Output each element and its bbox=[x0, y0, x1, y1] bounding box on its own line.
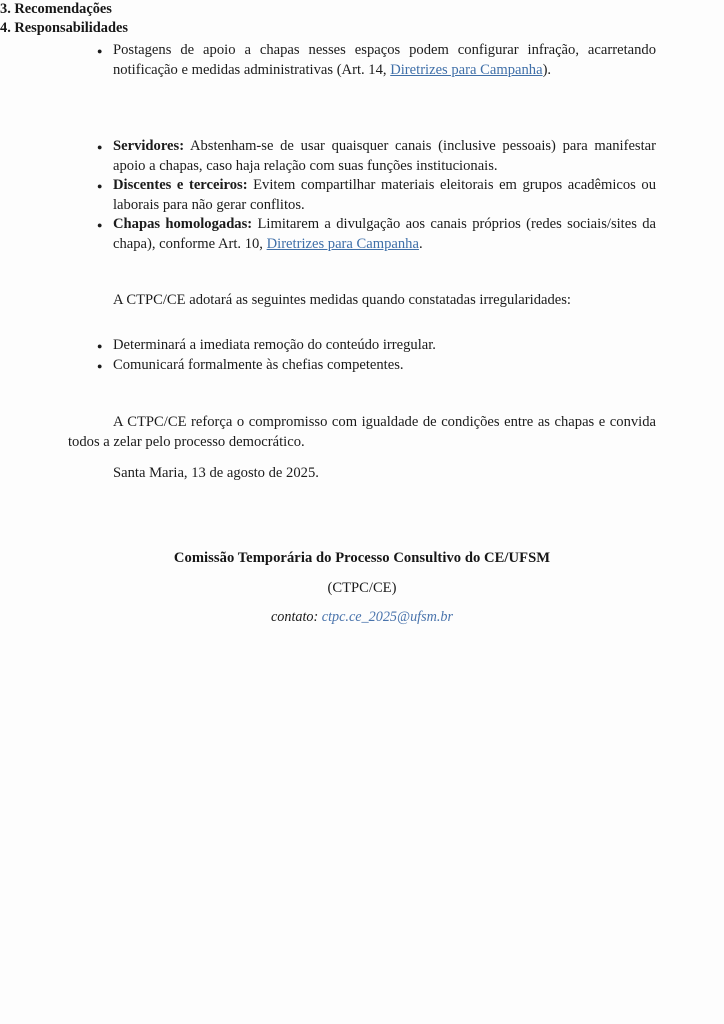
bullet-list bbox=[68, 336, 656, 375]
list-item-text-before: Limitarem a divulgação aos canais próprios (redes sociais/sites da chapa), conforme Art. 10, bbox=[113, 216, 656, 252]
list-item-lead: Discentes e terceiros: bbox=[113, 177, 248, 193]
bullet-list bbox=[68, 41, 656, 80]
section-3-bullets bbox=[68, 137, 656, 254]
section-4-intro-block bbox=[68, 291, 656, 311]
list-item-lead: Chapas homologadas: bbox=[113, 216, 253, 232]
place-date: Santa Maria, 13 de agosto de 2025. bbox=[113, 465, 319, 481]
list-item bbox=[68, 176, 656, 215]
list-item-text: Determinará a imediata remoção do conteúdo irregular. bbox=[113, 337, 436, 353]
section-2-trailing-bullets bbox=[68, 41, 656, 80]
list-item bbox=[68, 41, 656, 80]
list-item bbox=[68, 356, 656, 376]
diretrizes-campanha-link[interactable]: Diretrizes para Campanha bbox=[266, 235, 419, 252]
bullet-text-after: ). bbox=[542, 61, 552, 78]
list-item bbox=[68, 336, 656, 356]
section-4-intro-paragraph: A CTPC/CE adotará as seguintes medidas quando constatadas irregularidades: bbox=[113, 292, 571, 308]
signature-abbreviation: (CTPC/CE) bbox=[327, 580, 397, 596]
list-item-lead: Servidores: bbox=[113, 138, 185, 154]
section-4-bullets bbox=[68, 336, 656, 375]
contact-email[interactable]: ctpc.ce_2025@ufsm.br bbox=[321, 609, 454, 625]
section-heading-responsabilidades: 4. Responsabilidades bbox=[0, 20, 128, 36]
list-item bbox=[68, 215, 656, 254]
list-item-text-after: . bbox=[418, 235, 423, 252]
signature-commission-name: Comissão Temporária do Processo Consultivo do CE/UFSM bbox=[173, 550, 551, 566]
list-item bbox=[68, 137, 656, 176]
bullet-text-before: Postagens de apoio a chapas nesses espaços podem configurar infração, acarretando notificação e medidas administrativas (Art. 14, bbox=[113, 42, 656, 78]
list-item-text: Comunicará formalmente às chefias competentes. bbox=[113, 356, 404, 373]
place-date-block bbox=[68, 464, 656, 484]
contact-label: contato: bbox=[270, 609, 319, 625]
closing-paragraph-block bbox=[68, 413, 656, 452]
list-item-text: Evitem compartilhar materiais eleitorais em grupos acadêmicos ou laborais para não gerar conflitos. bbox=[113, 177, 656, 213]
closing-paragraph: A CTPC/CE reforça o compromisso com igualdade de condições entre as chapas e convida todos a zelar pelo processo democrático. bbox=[68, 414, 656, 450]
diretrizes-campanha-link[interactable]: Diretrizes para Campanha bbox=[390, 61, 543, 78]
list-item-text: Abstenham-se de usar quaisquer canais (inclusive pessoais) para manifestar apoio a chapas, caso haja relação com suas funções institucionais. bbox=[113, 138, 656, 174]
bullet-list bbox=[68, 137, 656, 254]
signature-contact-line bbox=[0, 608, 724, 627]
section-heading-recomendacoes: 3. Recomendações bbox=[0, 1, 112, 17]
